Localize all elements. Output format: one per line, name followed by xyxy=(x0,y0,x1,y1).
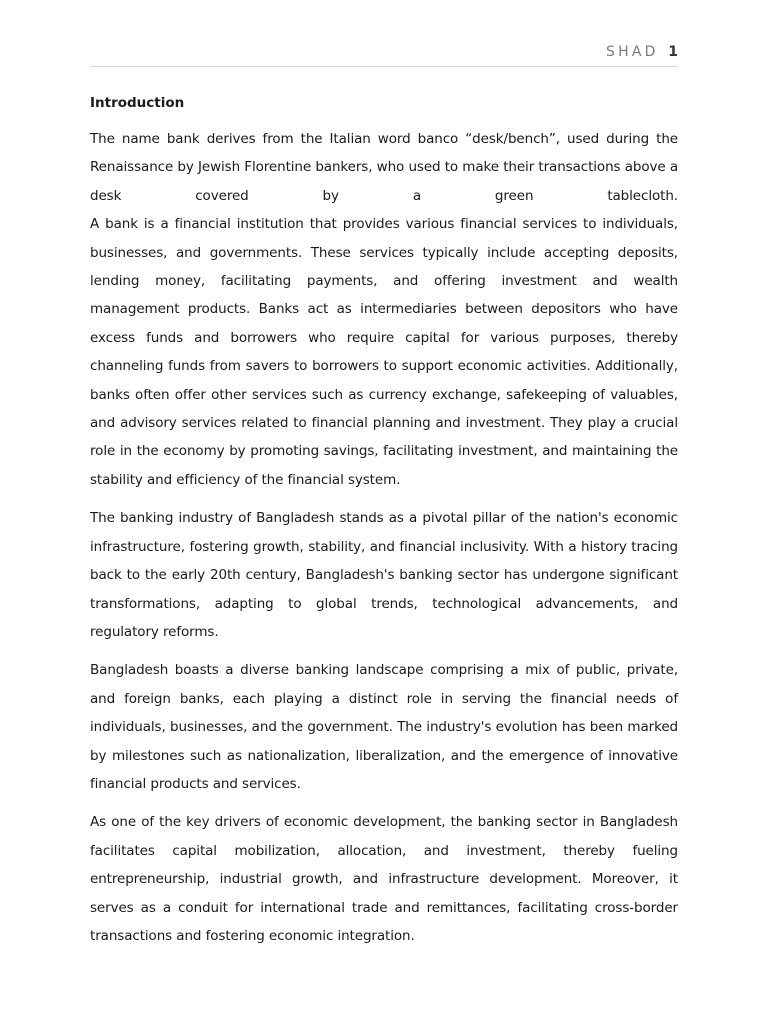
paragraph-1-line-1: The name bank derives from the Italian word banco “desk/bench”, used during the Renaissance by Jewish Florentine bankers, who used to make their transactions above a desk covered by a green tablecloth. xyxy=(90,131,678,204)
paragraph-1-line-2: A bank is a financial institution that provides various financial services to individuals, businesses, and governments. These services typically include accepting deposits, lending money, facilitating payments, and offering investment and wealth management products. Banks act as intermediaries between depositors who have excess funds and borrowers who require capital for various purposes, thereby channeling funds from savers to borrowers to support economic activities. Additionally, banks often offer other services such as currency exchange, safekeeping of valuables, and advisory services related to financial planning and investment. They play a crucial role in the economy by promoting savings, facilitating investment, and maintaining the stability and efficiency of the financial system. xyxy=(90,216,678,488)
running-head xyxy=(606,44,678,60)
paragraph-4: As one of the key drivers of economic development, the banking sector in Bangladesh facilitates capital mobilization, allocation, and investment, thereby fueling entrepreneurship, industrial growth, and infrastructure development. Moreover, it serves as a conduit for international trade and remittances, facilitating cross-border transactions and fostering economic integration. xyxy=(90,814,678,944)
running-head-title: SHAD xyxy=(606,44,659,60)
page-number: 1 xyxy=(668,44,678,60)
section-heading: Introduction xyxy=(90,95,185,111)
document-body xyxy=(90,92,678,960)
page-header xyxy=(90,44,678,67)
paragraph-3: Bangladesh boasts a diverse banking landscape comprising a mix of public, private, and foreign banks, each playing a distinct role in serving the financial needs of individuals, businesses, and the government. The industry's evolution has been marked by milestones such as nationalization, liberalization, and the emergence of innovative financial products and services. xyxy=(90,662,678,792)
paragraph-1 xyxy=(90,125,678,494)
paragraph-2: The banking industry of Bangladesh stands as a pivotal pillar of the nation's economic infrastructure, fostering growth, stability, and financial inclusivity. With a history tracing back to the early 20th century, Bangladesh's banking sector has undergone significant transformations, adapting to global trends, technological advancements, and regulatory reforms. xyxy=(90,510,678,640)
